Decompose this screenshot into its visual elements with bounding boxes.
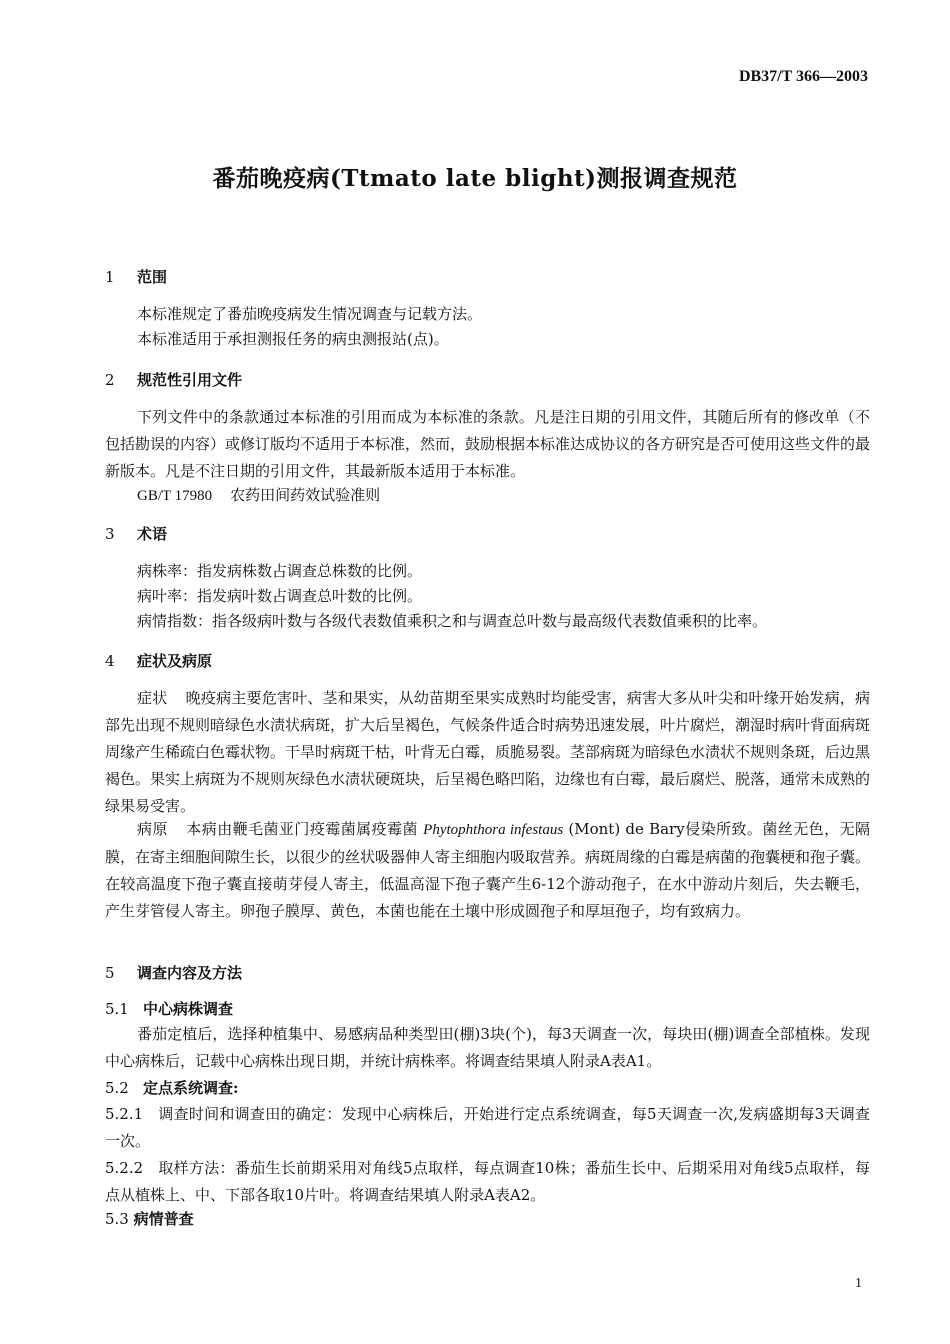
section-title: 范围 (137, 268, 168, 286)
section-number: 2 (105, 371, 115, 389)
standard-code: DB37/T 366—2003 (738, 68, 868, 85)
subsection-5-2-2-paragraph (105, 1155, 870, 1209)
subsection-text: 调查时间和调查田的确定：发现中心病株后，开始进行定点系统调查，每5天调查一次,发病盛期每3天调查一次。 (105, 1105, 870, 1150)
section-5-heading (105, 962, 242, 983)
pathogen-text-b: (Mont) de Bary侵染所致。菌丝无色，无隔膜，在寄主细胞间隙生长，以很少的丝状吸器伸人寄主细胞内吸取营养。病斑周缘的白霉是病菌的孢囊梗和孢子囊。在较高温度下孢子囊直接萌芽侵人寄主，低温高湿下孢子囊产生6-12个游动孢子，在水中游动片刻后，失去鞭毛，产生芽管侵人寄主。卵孢子膜厚、黄色，本菌也能在土壤中形成圆孢子和厚垣孢子，均有致病力。 (105, 820, 871, 920)
subsection-number: 5.2.2 (105, 1159, 144, 1177)
subsection-text: 取样方法：番茄生长前期采用对角线5点取样，每点调查10株；番茄生长中、后期采用对角线5点取样，每点从植株上、中、下部各取10片叶。将调查结果填人附录A表A2。 (105, 1159, 870, 1204)
pathogen-text-a: 本病由鞭毛菌亚门疫霉菌属疫霉菌 (185, 820, 418, 838)
section-number: 5 (105, 964, 115, 982)
reference-code: GB/T 17980 (137, 488, 213, 504)
subsection-5-3-heading (105, 1208, 194, 1229)
section-1-heading (105, 266, 167, 287)
subsection-number: 5.3 (105, 1210, 129, 1228)
pathogen-label: 病原 (137, 820, 168, 838)
subsection-number: 5.2 (105, 1079, 129, 1097)
symptom-paragraph (105, 685, 870, 820)
subsection-title: 中心病株调查 (143, 1000, 234, 1018)
section-2-heading (105, 369, 242, 390)
section-number: 1 (105, 268, 115, 286)
section-title: 规范性引用文件 (137, 371, 243, 389)
symptom-text: 晚疫病主要危害叶、茎和果实，从幼苗期至果实成熟时均能受害，病害大多从叶尖和叶缘开始发病，病部先出现不规则暗绿色水渍状病斑，扩大后呈褐色，气候条件适合时病势迅速发展，叶片腐烂，潮湿时病叶背面病斑周缘产生稀疏白色霉状物。干旱时病斑干枯，叶背无白霉，质脆易裂。茎部病斑为暗绿色水渍状不规则条斑，后边黑褐色。果实上病斑为不规则灰绿色水渍状硬斑块，后呈褐色略凹陷，边缘也有白霉，最后腐烂、脱落，通常未成熟的绿果易受害。 (105, 689, 871, 815)
pathogen-latin-name: Phytophthora infestaus (423, 822, 564, 838)
subsection-number: 5.2.1 (105, 1105, 144, 1123)
subsection-5-2-heading (105, 1077, 239, 1098)
section-4-heading (105, 650, 212, 671)
subsection-title: 定点系统调查: (143, 1079, 239, 1097)
term-disease-leaf-rate: 病叶率：指发病叶数占调查总叶数的比例。 (137, 587, 423, 605)
scope-line-1: 本标准规定了番茄晚疫病发生情况调查与记载方法。 (137, 305, 483, 323)
page-number: 1 (855, 1276, 862, 1291)
section-number: 3 (105, 525, 115, 543)
central-plant-survey-paragraph: 番茄定植后，选择种植集中、易感病品种类型田(棚)3块(个)，每3天调查一次，每块田(棚)调查全部植株。发现中心病株后，记载中心病株出现日期，并统计病株率。将调查结果填人附录A表A1。 (105, 1025, 870, 1070)
section-title: 调查内容及方法 (137, 964, 243, 982)
subsection-title: 病情普查 (133, 1210, 194, 1228)
normative-references-paragraph: 下列文件中的条款通过本标准的引用而成为本标准的条款。凡是注日期的引用文件，其随后所有的修改单（不包括勘误的内容）或修订版均不适用于本标准，然而，鼓励根据本标准达成协议的各方研究是否可使用这些文件的最新版本。凡是不注日期的引用文件，其最新版本适用于本标准。 (105, 408, 871, 480)
subsection-number: 5.1 (105, 1000, 129, 1018)
section-number: 4 (105, 652, 115, 670)
document-title: 番茄晚疫病(Ttmato late blight)测报调查规范 (212, 165, 738, 192)
term-disease-plant-rate: 病株率：指发病株数占调查总株数的比例。 (137, 562, 423, 580)
term-disease-index: 病情指数：指各级病叶数与各级代表数值乘积之和与调查总叶数与最高级代表数值乘积的比率。 (137, 612, 768, 630)
subsection-5-2-1-paragraph (105, 1101, 870, 1155)
section-title: 术语 (137, 525, 168, 543)
reference-entry (137, 482, 380, 510)
scope-line-2: 本标准适用于承担测报任务的病虫测报站(点)。 (137, 330, 449, 348)
section-3-heading (105, 523, 167, 544)
reference-title: 农药田间药效试验准则 (230, 486, 381, 504)
section-title: 症状及病原 (137, 652, 213, 670)
subsection-5-1-heading (105, 998, 233, 1019)
symptom-label: 症状 (137, 689, 168, 707)
pathogen-paragraph (105, 816, 870, 925)
